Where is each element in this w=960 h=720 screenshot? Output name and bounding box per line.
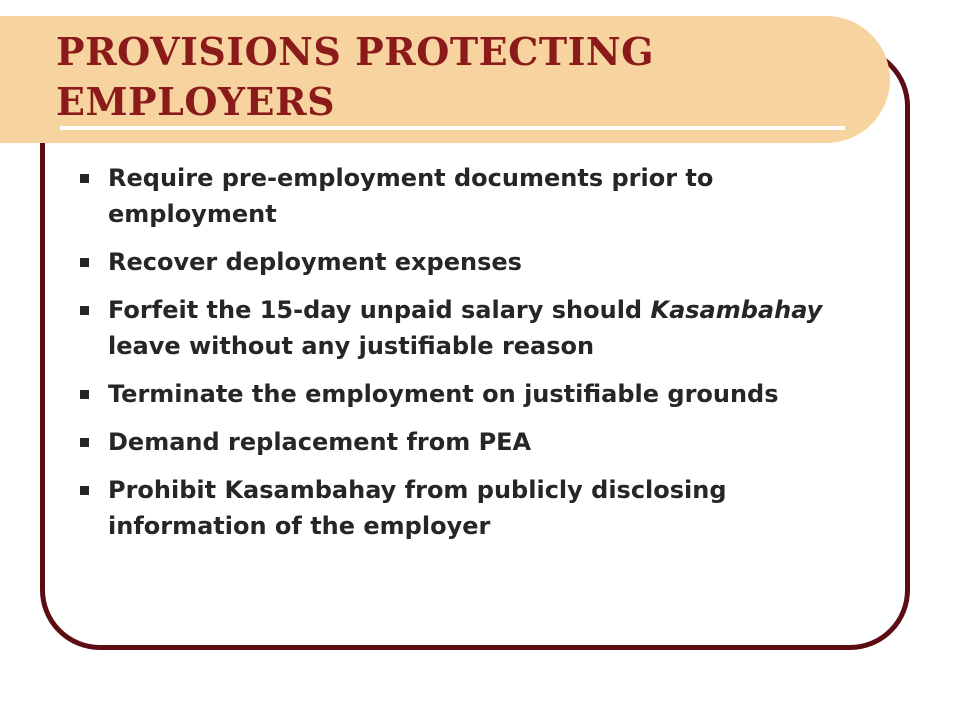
slide-title: PROVISIONS PROTECTING EMPLOYERS (56, 29, 655, 124)
square-bullet-icon (80, 486, 89, 495)
bullet-text: Forfeit the 15-day unpaid salary should Kasambahay leave without any justifiable reason (108, 296, 823, 360)
bullet-text: Recover deployment expenses (108, 248, 522, 276)
bullet-item (78, 472, 878, 544)
square-bullet-icon (80, 174, 89, 183)
bullet-item (78, 244, 878, 280)
bullet-text: Terminate the employment on justifiable grounds (108, 380, 779, 408)
bullet-item (78, 424, 878, 460)
bullet-item (78, 376, 878, 412)
bullet-text: Prohibit Kasambahay from publicly disclosing information of the employer (108, 476, 727, 540)
bullet-text: Demand replacement from PEA (108, 428, 532, 456)
bullet-item (78, 160, 878, 232)
square-bullet-icon (80, 438, 89, 447)
bullet-text: Require pre-employment documents prior to employment (108, 164, 714, 228)
square-bullet-icon (80, 306, 89, 315)
square-bullet-icon (80, 390, 89, 399)
bullet-item (78, 292, 878, 364)
bullet-list (78, 160, 878, 556)
square-bullet-icon (80, 258, 89, 267)
